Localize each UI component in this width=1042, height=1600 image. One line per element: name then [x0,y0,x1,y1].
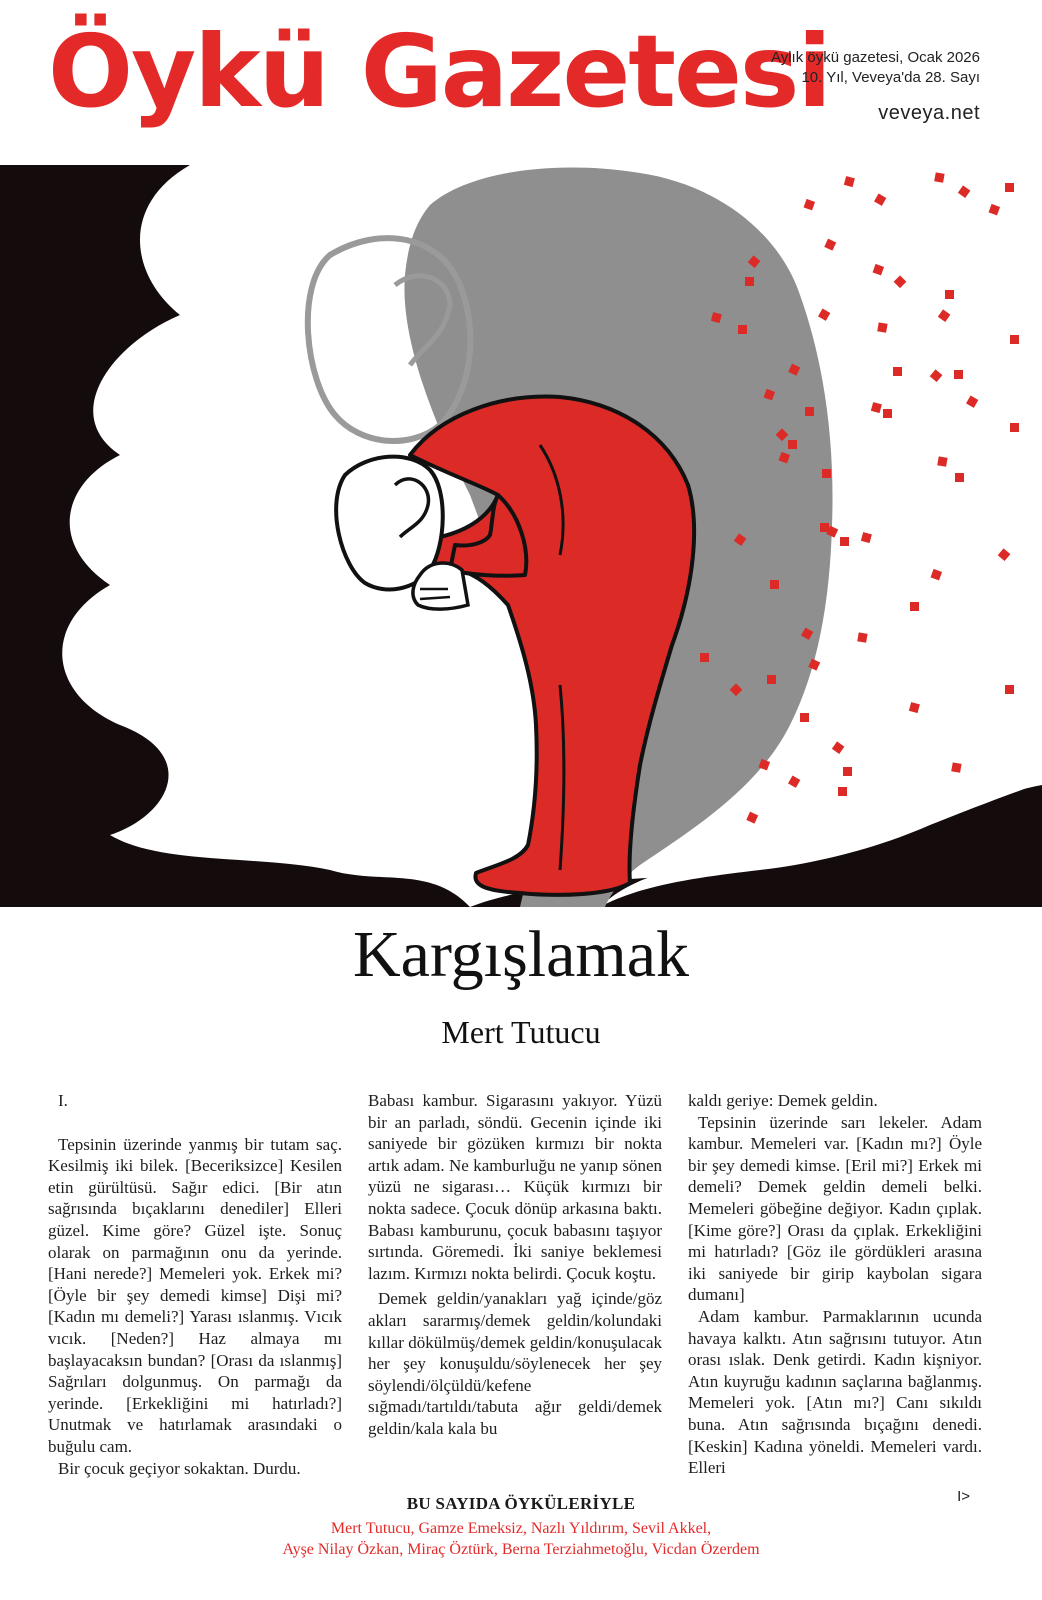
continued-marker: I> [957,1488,970,1505]
story-author: Mert Tutucu [441,1014,601,1050]
website-link[interactable]: veveya.net [878,102,980,124]
paragraph: Bir çocuk geçiyor sokaktan. Durdu. [58,1458,301,1478]
paragraph: Demek geldin/yanakları yağ içinde/göz akları sararmış/demek geldin/kolundaki kıllar dökülmüş/demek geldin/konuşulacak her şey konuşuldu/söylenecek her şey söylendi/ölçüldü/kefene sığmadı/tartıldı/tabuta ağır geldi/demek geldin/kala kala bu [368,1289,662,1438]
article-column-3 [688,1090,982,1479]
issue-info [771,48,980,125]
paragraph: Babası kambur. Sigarasını yakıyor. Yüzü bir an parladı, söndü. Gecenin içinde iki saniyede bir gözüken kırmızı bir nokta artık adam. Ne kamburluğu ne yanıp sönen yüzü ne sigarası… Küçük kırmızı bir nokta sadece. Çocuk dönüp arkasına baktı. Babası kamburunu, çocuk babasını taşıyor sırtında. Göremedi. İki saniye beklemesi lazım. Kırmızı nokta belirdi. Çocuk koştu. [368,1091,662,1283]
paragraph: kaldı geriye: Demek geldin. [688,1091,878,1110]
section-number: I. [58,1091,68,1110]
contributors-line-1: Mert Tutucu, Gamze Emeksiz, Nazlı Yıldırım, Sevil Akkel, [330,1520,712,1537]
issue-line-2: 10. Yıl, Veveya'da 28. Sayı [801,69,980,86]
article-column-2 [368,1090,662,1440]
contributors-heading: BU SAYIDA ÖYKÜLERİYLE [406,1494,636,1513]
story-title: Kargışlamak [352,918,690,991]
contributors-line-2: Ayşe Nilay Özkan, Miraç Öztürk, Berna Terziahmetoğlu, Vicdan Özerdem [282,1541,760,1558]
article-column-1 [48,1090,342,1479]
paragraph: Tepsinin üzerinde sarı lekeler. Adam kambur. Memeleri var. [Kadın mı?] Öyle bir şey demedi kimse. [Eril mi?] Erkek mi demeli? Demek geldin demeli belki. Memeleri göbeğine değiyor. Kadın çıplak. [Kime göre?] Orası da çıplak. Erkekliğini mi hatırladı? [Göz ile gördükleri arasına iki saniyede bir girip kaybolan sigara dumanı] [688,1112,982,1305]
issue-line-1: Aylık öykü gazetesi, Ocak 2026 [770,49,980,66]
paragraph: Adam kambur. Parmaklarının ucunda havaya kalktı. Atın sağrısını tutuyor. Atın orası ıslak. Denk getirdi. Kadın kişniyor. Atın kuyruğu kadının saçlarına bağlanmış. Memeleri yok. [Atın mı?] Canı sıkıldı buna. Atın sağrısında bıçağını denedi. [Keskin] Kadına yöneldi. Memeleri vardı. Elleri [688,1306,982,1478]
contributors-list [0,1518,1042,1560]
cover-illustration [0,165,1042,907]
masthead-title: Öykü Gazetesi [48,13,830,130]
paragraph: Tepsinin üzerinde yanmış bir tutam saç. Kesilmiş iki bilek. [Beceriksizce] Kesilen etin gürültüsü. Sağır edici. [Bir atın sağrısında bıçaklarını denediler] Elleri güzel. Kime göre? Güzel işte. Sonuç olarak on parmağının onu da yerinde. [Hani nerede?] Memeleri yok. Erkek mi? [Öyle bir şey demedi kimse] Dişi mi? [Kadın mı demeli?] Yarası ıslanmış. Vıcık vıcık. [Neden?] Haz almaya mı başlayacaksın bundan? [Orası da ıslanmış] Sağrıları dolgunmuş. On parmağı da yerinde. [Erkekliğini mi hatırladı?] Unutmak ve hatırlamak arasındaki o buğulu cam. [48,1134,342,1456]
